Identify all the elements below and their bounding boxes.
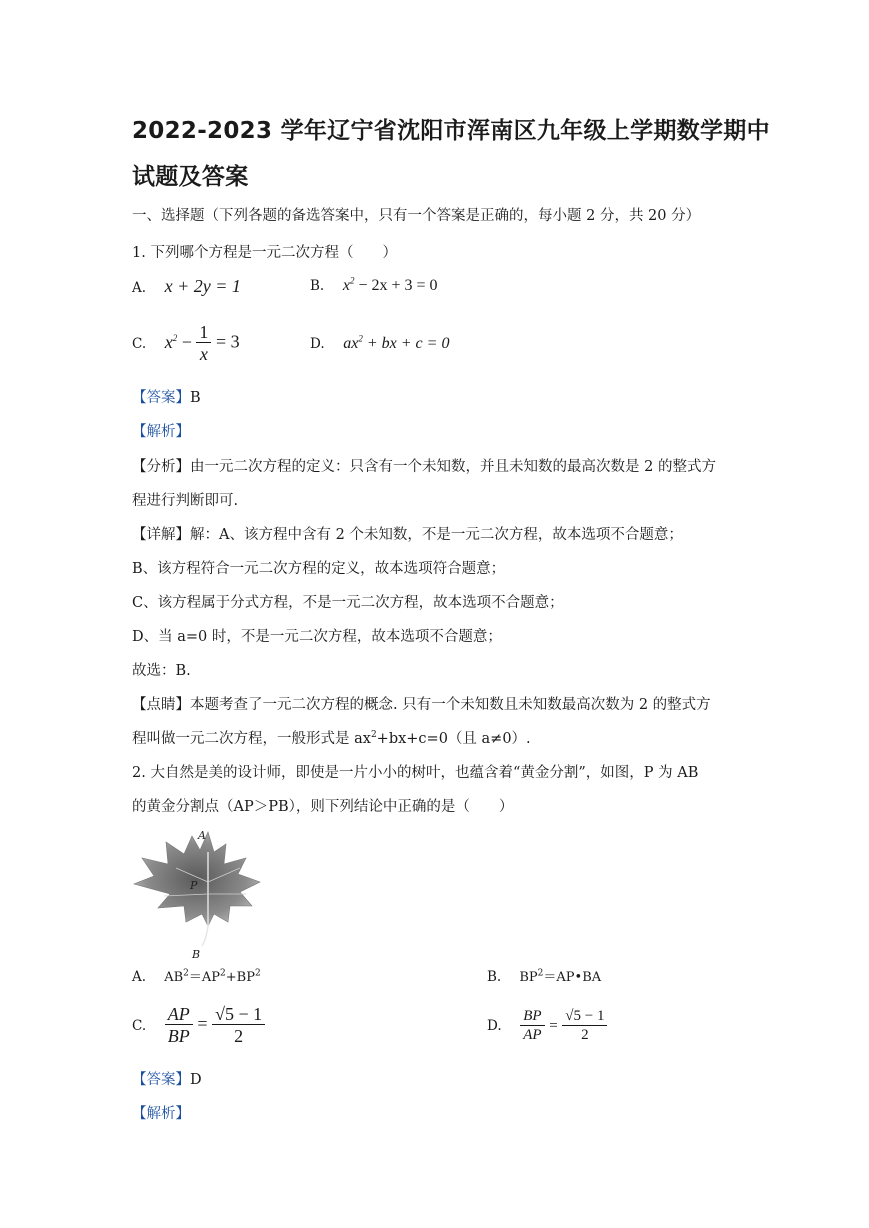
fraction-denominator: x: [199, 344, 208, 364]
fraction-denominator: AP: [523, 1027, 542, 1043]
dianjing-tag: 【点睛】: [132, 697, 190, 713]
fraction-denominator: BP: [167, 1026, 190, 1046]
fraction-left: [520, 1008, 544, 1044]
q1-fenxi-line2: 程进行判断即可.: [132, 493, 239, 509]
q2-answer: [132, 1068, 202, 1089]
q1-fenxi-line1: [132, 455, 716, 476]
fraction-denominator: 2: [234, 1026, 244, 1046]
option-text-a: AB: [164, 970, 184, 985]
q1-option-b: [310, 276, 438, 295]
dianjing-text-b: +bx+c=0（且 a≠0）.: [376, 731, 531, 747]
fenxi-text: 由一元二次方程的定义：只含有一个未知数，并且未知数的最高次数是 2 的整式方: [190, 459, 716, 475]
option-math-pre: ax: [343, 335, 359, 353]
answer-tag: 【答案】: [132, 390, 190, 406]
fraction-numerator: 1: [196, 322, 211, 343]
option-label: A.: [132, 969, 147, 985]
option-label: D.: [487, 1018, 502, 1034]
option-math-mid: −: [177, 331, 197, 352]
option-label: D.: [310, 336, 325, 353]
q2-stem-line1: 2. 大自然是美的设计师，即使是一片小小的树叶，也蕴含着“黄金分割”，如图，P 为 AB: [132, 765, 699, 781]
sup-2: 2: [254, 968, 261, 979]
answer-value: D: [190, 1072, 202, 1088]
q1-stem: 1. 下列哪个方程是一元二次方程（ ）: [132, 245, 397, 261]
option-math-post: = 3: [216, 331, 240, 352]
q2-analysis: [132, 1102, 190, 1123]
option-math-pre: x: [342, 277, 350, 295]
q1-answer: [132, 386, 201, 407]
fraction-right: [562, 1008, 607, 1044]
q1-choose: 故选：B.: [132, 663, 191, 679]
q1-option-c: [132, 322, 240, 365]
figure-label-b: B: [192, 948, 201, 961]
section-heading: 一、选择题（下列各题的备选答案中，只有一个答案是正确的，每小题 2 分，共 20 分）: [132, 208, 701, 224]
q1-analysis: [132, 420, 190, 441]
sup-2: 2: [349, 276, 355, 286]
sup-2: 2: [220, 968, 226, 979]
q2-option-b: [487, 966, 601, 985]
q1-dianjing-line2: [132, 727, 531, 748]
q1-line-c: C、该方程属于分式方程，不是一元二次方程，故本选项不合题意；: [132, 595, 564, 611]
sup-2: 2: [172, 332, 178, 343]
answer-tag: 【答案】: [132, 1072, 190, 1088]
equals-sign: =: [549, 1018, 558, 1034]
q2-option-d: [487, 1008, 607, 1044]
fraction-numerator: BP: [520, 1008, 544, 1026]
fraction-numerator: AP: [165, 1004, 193, 1025]
q2-option-c: [132, 1004, 265, 1047]
q2-option-a: [132, 966, 261, 985]
fraction-right: [212, 1004, 265, 1047]
q1-dianjing-line1: [132, 693, 711, 714]
option-text-c: +BP: [225, 970, 255, 985]
q1-option-a: [132, 276, 241, 297]
dianjing-text: 本题考查了一元二次方程的概念. 只有一个未知数且未知数最高次数为 2 的整式方: [190, 697, 711, 713]
answer-value: B: [190, 390, 201, 406]
option-label: C.: [132, 335, 147, 352]
q1-line-b: B、该方程符合一元二次方程的定义，故本选项符合题意；: [132, 561, 506, 577]
option-math-post: + bx + c = 0: [362, 335, 450, 353]
sup-2: 2: [370, 730, 377, 741]
dianjing-text-a: 程叫做一元二次方程，一般形式是 ax: [132, 731, 371, 747]
sup-2: 2: [358, 334, 363, 344]
page-title-line2: 试题及答案: [132, 164, 249, 190]
option-label: B.: [487, 969, 502, 985]
q1-xiangjie-line1: [132, 523, 683, 544]
option-label: C.: [132, 1017, 147, 1034]
fenxi-tag: 【分析】: [132, 459, 190, 475]
fraction-numerator: √5 − 1: [562, 1008, 607, 1026]
page-title-line1: 2022-2023 学年辽宁省沈阳市浑南区九年级上学期数学期中: [132, 118, 770, 144]
fraction-denominator: 2: [581, 1027, 589, 1043]
fraction-numerator: √5 − 1: [212, 1004, 265, 1025]
analysis-tag: 【解析】: [132, 424, 190, 440]
option-text-a: BP: [519, 970, 538, 985]
option-text-b: ＝AP: [188, 970, 221, 985]
q2-stem-line2: 的黄金分割点（AP＞PB），则下列结论中正确的是（ ）: [132, 799, 514, 815]
equals-sign: =: [197, 1013, 208, 1034]
fraction-left: [165, 1004, 193, 1047]
fraction: [196, 322, 211, 365]
option-text-b: ＝AP•BA: [543, 970, 602, 985]
sup-2: 2: [537, 968, 544, 979]
q1-option-d: [310, 334, 449, 353]
figure-label-p: P: [190, 879, 198, 892]
option-math-pre: x: [164, 331, 173, 352]
xiangjie-text: 解：A、该方程中含有 2 个未知数，不是一元二次方程，故本选项不合题意；: [190, 527, 683, 543]
xiangjie-tag: 【详解】: [132, 527, 190, 543]
figure-label-a: A: [198, 829, 206, 842]
option-label: B.: [310, 278, 325, 295]
maple-leaf-figure: [128, 822, 268, 962]
analysis-tag: 【解析】: [132, 1106, 190, 1122]
option-label: A.: [132, 280, 147, 296]
q1-line-d: D、当 a=0 时，不是一元二次方程，故本选项不合题意；: [132, 629, 502, 645]
option-math-post: − 2x + 3 = 0: [354, 277, 438, 295]
option-math: x + 2y = 1: [164, 276, 241, 296]
sup-2: 2: [183, 968, 189, 979]
